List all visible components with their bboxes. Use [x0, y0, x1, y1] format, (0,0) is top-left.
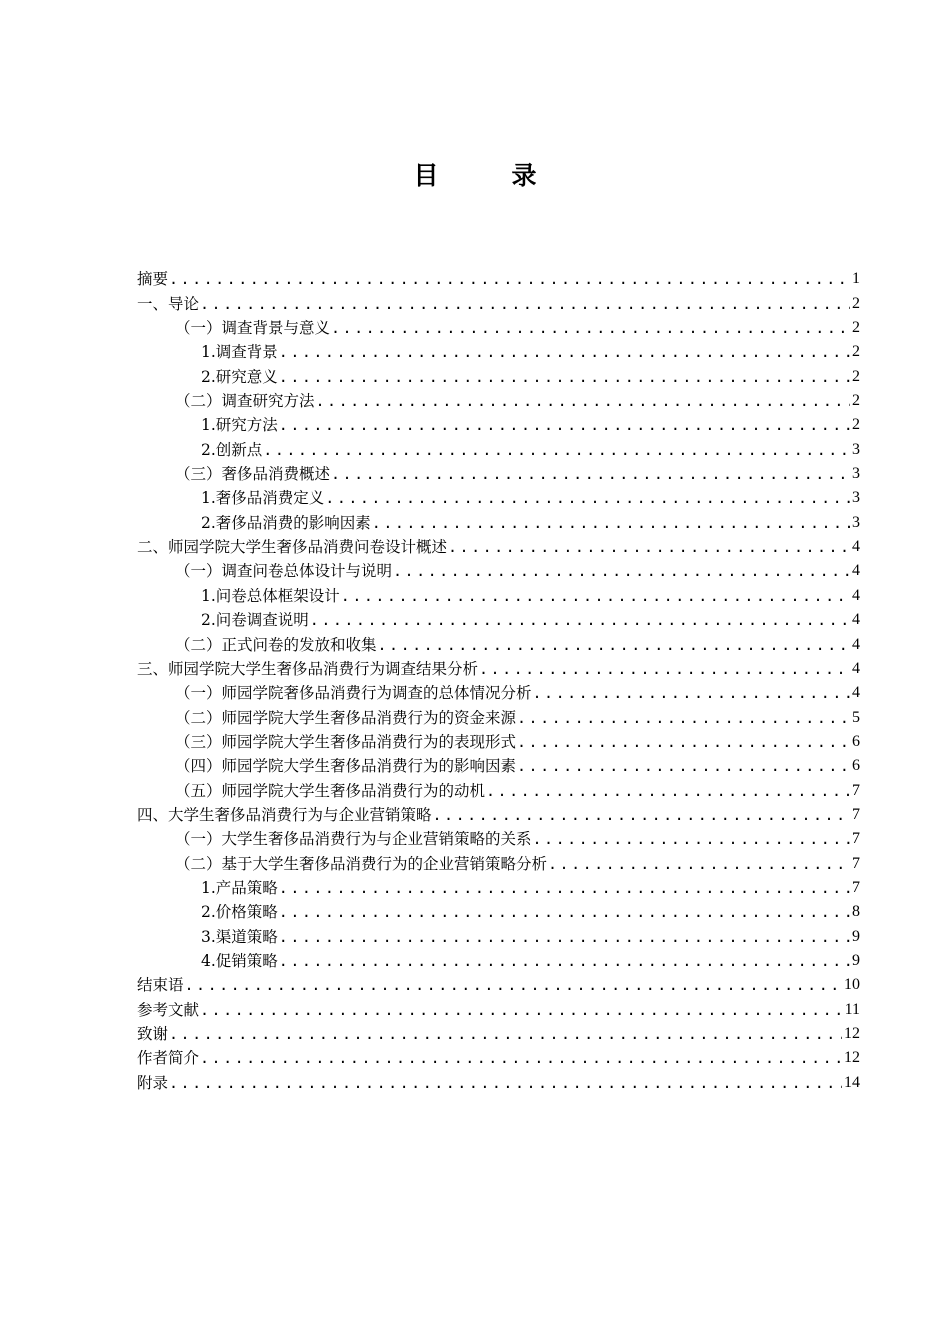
toc-dot-leader	[169, 1073, 842, 1093]
toc-entry-label: 三、师园学院大学生奢侈品消费行为调查结果分析	[137, 659, 479, 678]
toc-page-number: 2	[852, 343, 860, 361]
toc-entry-label: 附录	[137, 1073, 169, 1092]
toc-entry[interactable]	[137, 606, 860, 630]
toc-entry-label: 一、导论	[137, 294, 200, 313]
toc-page-number: 8	[852, 903, 860, 921]
toc-page-number: 1	[852, 270, 860, 288]
toc-dot-leader	[279, 927, 850, 947]
toc-dot-leader	[517, 732, 850, 752]
toc-dot-leader	[486, 781, 850, 801]
toc-entry-label: （二）师园学院大学生奢侈品消费行为的资金来源	[175, 708, 517, 727]
toc-entry[interactable]	[137, 995, 860, 1019]
toc-dot-leader	[533, 683, 850, 703]
toc-page-number: 2	[852, 319, 860, 337]
toc-dot-leader	[331, 318, 850, 338]
toc-entry-label: 4.促销策略	[201, 951, 278, 970]
toc-dot-leader	[548, 854, 850, 874]
toc-entry-label: 1.产品策略	[201, 878, 278, 897]
toc-entry[interactable]	[137, 1020, 860, 1044]
toc-entry[interactable]	[137, 874, 860, 898]
toc-entry-label: 二、师园学院大学生奢侈品消费问卷设计概述	[137, 538, 448, 557]
toc-entry[interactable]	[137, 679, 860, 703]
toc-page-number: 3	[852, 465, 860, 483]
toc-entry-label: 1.问卷总体框架设计	[201, 586, 340, 605]
toc-dot-leader	[185, 975, 842, 995]
table-of-contents	[137, 265, 860, 1093]
toc-dot-leader	[325, 488, 850, 508]
toc-dot-leader	[169, 1024, 842, 1044]
toc-entry-label: 作者简介	[137, 1049, 200, 1068]
toc-entry[interactable]	[137, 801, 860, 825]
toc-entry[interactable]	[137, 435, 860, 459]
toc-entry[interactable]	[137, 289, 860, 313]
toc-entry-label: 1.奢侈品消费定义	[201, 489, 325, 508]
toc-dot-leader	[331, 464, 850, 484]
toc-entry[interactable]	[137, 655, 860, 679]
toc-entry[interactable]	[137, 849, 860, 873]
toc-entry-label: （一）师园学院奢侈品消费行为调查的总体情况分析	[175, 684, 532, 703]
toc-entry[interactable]	[137, 362, 860, 386]
toc-entry[interactable]	[137, 265, 860, 289]
toc-dot-leader	[279, 878, 850, 898]
toc-page-number: 12	[844, 1049, 860, 1067]
toc-entry[interactable]	[137, 508, 860, 532]
toc-entry[interactable]	[137, 484, 860, 508]
toc-entry-label: 参考文献	[137, 1000, 200, 1019]
toc-page-number: 4	[852, 635, 860, 653]
toc-dot-leader	[279, 342, 850, 362]
toc-dot-leader	[517, 708, 850, 728]
toc-entry-label: （五）师园学院大学生奢侈品消费行为的动机	[175, 781, 486, 800]
toc-entry[interactable]	[137, 387, 860, 411]
toc-dot-leader	[200, 1048, 842, 1068]
toc-entry[interactable]	[137, 411, 860, 435]
toc-entry-label: （二）调查研究方法	[175, 392, 315, 411]
toc-entry[interactable]	[137, 630, 860, 654]
toc-entry[interactable]	[137, 752, 860, 776]
toc-entry-label: 3.渠道策略	[201, 927, 278, 946]
toc-entry-label: （二）正式问卷的发放和收集	[175, 635, 377, 654]
toc-entry-label: 2.研究意义	[201, 367, 278, 386]
toc-page-number: 2	[852, 367, 860, 385]
toc-dot-leader	[169, 269, 850, 289]
toc-page-number: 4	[852, 562, 860, 580]
toc-page-number: 6	[852, 732, 860, 750]
toc-entry-label: 2.价格策略	[201, 903, 278, 922]
toc-page-number: 4	[852, 684, 860, 702]
toc-entry[interactable]	[137, 703, 860, 727]
toc-entry[interactable]	[137, 971, 860, 995]
toc-entry[interactable]	[137, 947, 860, 971]
toc-dot-leader	[533, 829, 850, 849]
toc-entry[interactable]	[137, 728, 860, 752]
page-title: 目 录	[413, 161, 561, 190]
toc-dot-leader	[200, 1000, 843, 1020]
toc-page-number: 4	[852, 659, 860, 677]
toc-entry-label: 2.奢侈品消费的影响因素	[201, 513, 371, 532]
toc-dot-leader	[448, 537, 850, 557]
toc-entry[interactable]	[137, 581, 860, 605]
toc-page-number: 7	[852, 854, 860, 872]
toc-entry-label: （一）大学生奢侈品消费行为与企业营销策略的关系	[175, 830, 532, 849]
toc-page-number: 2	[852, 392, 860, 410]
toc-entry[interactable]	[137, 825, 860, 849]
toc-page-number: 2	[852, 294, 860, 312]
toc-dot-leader	[393, 561, 850, 581]
toc-page-number: 7	[852, 830, 860, 848]
toc-page-number: 9	[852, 951, 860, 969]
toc-dot-leader	[341, 586, 850, 606]
toc-page-number: 4	[852, 611, 860, 629]
toc-dot-leader	[279, 415, 850, 435]
toc-entry-label: （四）师园学院大学生奢侈品消费行为的影响因素	[175, 757, 517, 776]
toc-entry-label: 结束语	[137, 976, 184, 995]
toc-entry-label: （一）调查问卷总体设计与说明	[175, 562, 393, 581]
toc-dot-leader	[279, 902, 850, 922]
toc-entry-label: （三）奢侈品消费概述	[175, 465, 331, 484]
toc-dot-leader	[316, 391, 850, 411]
toc-page-number: 9	[852, 927, 860, 945]
toc-entry[interactable]	[137, 898, 860, 922]
toc-page-number: 10	[844, 976, 860, 994]
toc-entry[interactable]	[137, 557, 860, 581]
toc-dot-leader	[200, 294, 850, 314]
toc-entry-label: 1.调查背景	[201, 343, 278, 362]
toc-entry[interactable]	[137, 922, 860, 946]
toc-dot-leader	[479, 659, 850, 679]
toc-dot-leader	[517, 756, 850, 776]
toc-entry-label: 2.问卷调查说明	[201, 611, 309, 630]
toc-page-number: 7	[852, 805, 860, 823]
toc-page-number: 4	[852, 586, 860, 604]
toc-page-number: 11	[844, 1000, 860, 1018]
toc-page-number: 3	[852, 440, 860, 458]
toc-entry-label: 四、大学生奢侈品消费行为与企业营销策略	[137, 805, 432, 824]
toc-entry[interactable]	[137, 1068, 860, 1092]
toc-page-number: 5	[852, 708, 860, 726]
toc-dot-leader	[263, 440, 850, 460]
toc-page-number: 14	[844, 1073, 860, 1091]
toc-dot-leader	[279, 951, 850, 971]
toc-page-number: 6	[852, 757, 860, 775]
toc-entry-label: 2.创新点	[201, 440, 263, 459]
toc-dot-leader	[279, 367, 850, 387]
toc-dot-leader	[433, 805, 850, 825]
toc-entry[interactable]	[137, 338, 860, 362]
toc-page-number: 3	[852, 513, 860, 531]
toc-entry[interactable]	[137, 1044, 860, 1068]
toc-entry[interactable]	[137, 460, 860, 484]
toc-entry-label: 致谢	[137, 1025, 169, 1043]
toc-entry-label: （二）基于大学生奢侈品消费行为的企业营销策略分析	[175, 854, 548, 873]
toc-dot-leader	[310, 610, 850, 630]
toc-page-number: 3	[852, 489, 860, 507]
toc-entry[interactable]	[137, 314, 860, 338]
toc-page-number: 7	[852, 878, 860, 896]
toc-entry[interactable]	[137, 533, 860, 557]
toc-entry[interactable]	[137, 776, 860, 800]
toc-entry-label: （三）师园学院大学生奢侈品消费行为的表现形式	[175, 732, 517, 751]
toc-page-number: 12	[844, 1025, 860, 1042]
toc-entry-label: 摘要	[137, 270, 169, 289]
toc-dot-leader	[372, 513, 850, 533]
toc-entry-label: （一）调查背景与意义	[175, 319, 331, 338]
toc-page-number: 7	[852, 781, 860, 799]
toc-page-number: 4	[852, 538, 860, 556]
toc-entry-label: 1.研究方法	[201, 416, 278, 435]
toc-page-number: 2	[852, 416, 860, 434]
toc-dot-leader	[378, 635, 850, 655]
